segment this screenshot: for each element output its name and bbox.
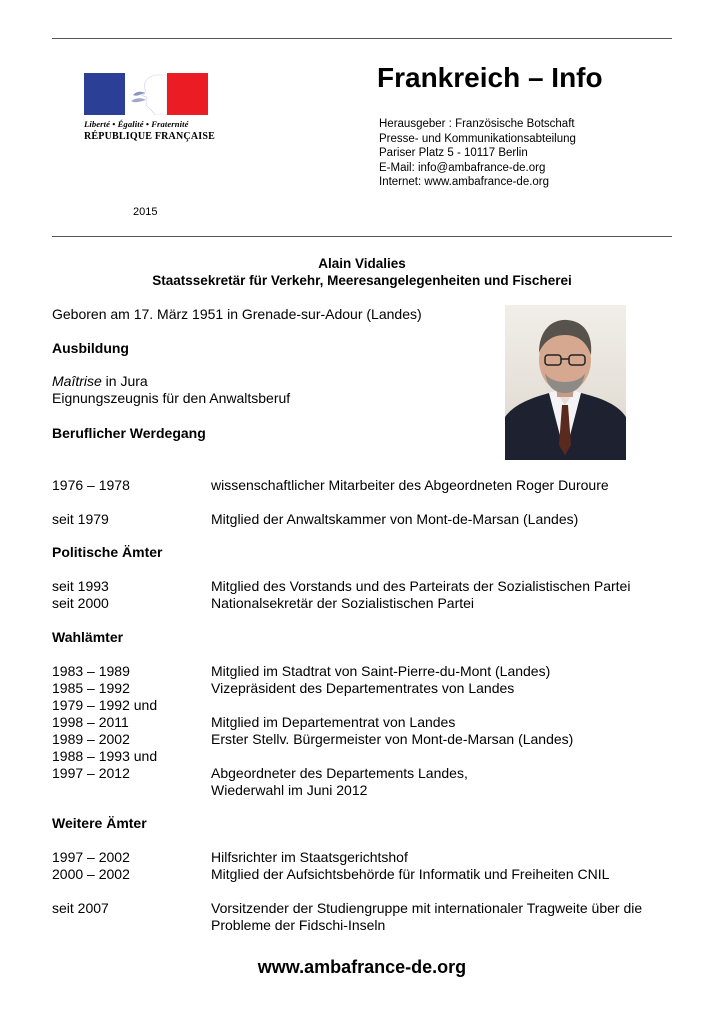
row-date: seit 2000 xyxy=(52,595,109,611)
section-heading-wahlaemter: Wahlämter xyxy=(52,629,124,645)
row-text: Mitglied im Departementrat von Landes xyxy=(211,714,456,730)
publisher-line: Herausgeber : Französische Botschaft xyxy=(379,118,575,130)
republique-francaise-label: RÉPUBLIQUE FRANÇAISE xyxy=(84,131,215,142)
marianne-profile-icon xyxy=(125,73,167,115)
page-title: Frankreich – Info xyxy=(377,62,603,93)
row-date: 1998 – 2011 xyxy=(52,714,129,730)
row-date: 1976 – 1978 xyxy=(52,477,130,493)
row-text: Wiederwahl im Juni 2012 xyxy=(211,782,368,798)
row-text: Nationalsekretär der Sozialistischen Partei xyxy=(211,595,475,611)
row-date: 1979 – 1992 und xyxy=(52,697,158,713)
publisher-info xyxy=(379,117,576,190)
publisher-line: Presse- und Kommunikationsabteilung xyxy=(379,132,576,145)
person-name: Alain Vidalies xyxy=(318,256,406,271)
row-text: Mitglied des Vorstands und des Parteirats der Sozialistischen Partei xyxy=(211,578,631,594)
publication-year: 2015 xyxy=(133,206,158,218)
row-date: 1988 – 1993 und xyxy=(52,748,158,764)
row-date: 1997 – 2002 xyxy=(52,849,130,865)
section-heading-werdegang: Beruflicher Werdegang xyxy=(52,425,206,441)
row-date: seit 2007 xyxy=(52,900,109,916)
person-position: Staatssekretär für Verkehr, Meeresangelegenheiten und Fischerei xyxy=(152,273,572,288)
person-heading xyxy=(52,255,672,289)
row-text: Probleme der Fidschi-Inseln xyxy=(211,917,386,933)
ausbildung-field: in Jura xyxy=(101,373,148,389)
row-text: Vizepräsident des Departementrates von Landes xyxy=(211,680,515,696)
row-date: 1989 – 2002 xyxy=(52,731,130,747)
row-date: seit 1979 xyxy=(52,511,109,527)
portrait-image xyxy=(505,305,626,460)
row-text: Vorsitzender der Studiengruppe mit internationaler Tragweite über die xyxy=(211,900,643,916)
row-date: 1985 – 1992 xyxy=(52,680,130,696)
ausbildung-line xyxy=(52,373,148,390)
top-rule xyxy=(52,38,672,39)
row-text: Mitglied der Anwaltskammer von Mont-de-Marsan (Landes) xyxy=(211,511,579,527)
section-heading-ausbildung: Ausbildung xyxy=(52,340,129,356)
section-heading-politische-aemter: Politische Ämter xyxy=(52,544,163,560)
row-date: 2000 – 2002 xyxy=(52,866,130,882)
publisher-email: E-Mail: info@ambafrance-de.org xyxy=(379,161,546,174)
row-text: Mitglied der Aufsichtsbehörde für Informatik und Freiheiten CNIL xyxy=(211,866,610,882)
row-text: Erster Stellv. Bürgermeister von Mont-de-Marsan (Landes) xyxy=(211,731,574,747)
republique-francaise-logo xyxy=(84,73,215,142)
flag-icon xyxy=(84,73,208,115)
row-date: seit 1993 xyxy=(52,578,109,594)
row-date: 1983 – 1989 xyxy=(52,663,130,679)
republic-motto: Liberté • Égalité • Fraternité xyxy=(84,119,189,129)
birth-info: Geboren am 17. März 1951 in Grenade-sur-Adour (Landes) xyxy=(52,306,422,322)
header-rule xyxy=(52,236,672,237)
row-date: 1997 – 2012 xyxy=(52,765,130,781)
ausbildung-line: Eignungszeugnis für den Anwaltsberuf xyxy=(52,390,291,406)
footer-website: www.ambafrance-de.org xyxy=(257,957,467,977)
section-heading-weitere-aemter: Weitere Ämter xyxy=(52,815,147,831)
row-text: Mitglied im Stadtrat von Saint-Pierre-du-Mont (Landes) xyxy=(211,663,551,679)
ausbildung-degree: Maîtrise xyxy=(52,373,102,389)
publisher-website: Internet: www.ambafrance-de.org xyxy=(379,176,550,188)
publisher-line: Pariser Platz 5 - 10117 Berlin xyxy=(379,147,528,159)
row-text: Hilfsrichter im Staatsgerichtshof xyxy=(211,849,408,865)
portrait-photo xyxy=(505,305,626,460)
row-text: wissenschaftlicher Mitarbeiter des Abgeordneten Roger Duroure xyxy=(211,477,609,493)
row-text: Abgeordneter des Departements Landes, xyxy=(211,765,468,781)
